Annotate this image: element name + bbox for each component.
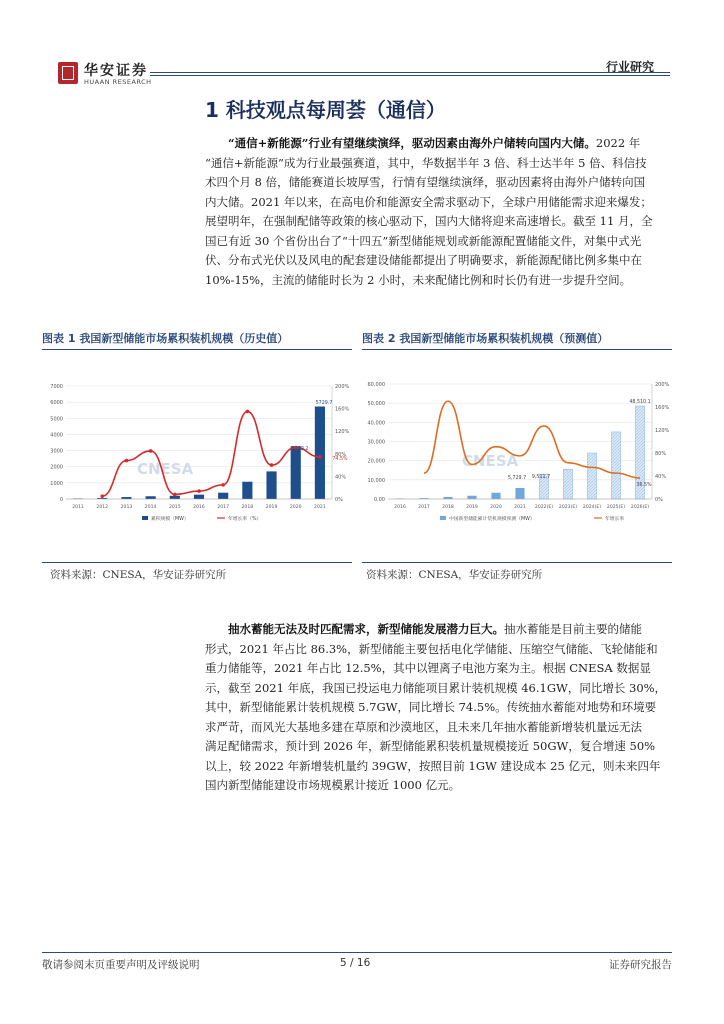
growth-point bbox=[270, 463, 274, 467]
data-label: 5729.7 bbox=[315, 401, 333, 406]
y-left-tick-label: 7000 bbox=[50, 384, 63, 390]
chart-2 bbox=[362, 376, 680, 536]
y-left-tick-label: 6000 bbox=[50, 400, 63, 407]
paragraph-2-line: 重力储能等，2021 年占比 12.5%，其中以锂离子电池方案为主。根据 CNESA 数据显 bbox=[205, 661, 651, 675]
bar bbox=[611, 432, 620, 499]
figure-2-rule bbox=[362, 349, 672, 350]
y-left-tick-label: 50,000 bbox=[367, 401, 385, 408]
paragraph-2-line: 示，截至 2021 年底，我国已投运电力储能项目累计装机规模 46.1GW，同比增长 30%， bbox=[205, 680, 667, 695]
y-left-tick-label: 10,000 bbox=[367, 477, 385, 484]
paragraph-2-line: 国内新型储能建设市场规模累计接近 1000 亿元。 bbox=[205, 778, 461, 792]
y-right-tick-label: 0% bbox=[655, 497, 663, 503]
legend-label: 年增长率（%） bbox=[228, 517, 262, 522]
x-tick-label: 2011 bbox=[72, 505, 84, 510]
chart-2-watermark: CNESA bbox=[462, 452, 519, 470]
y-right-tick-label: 80% bbox=[655, 451, 667, 457]
x-tick-label: 2017 bbox=[217, 505, 230, 510]
paragraph-1-line: “通信+新能源”行业有望继续演绎，驱动因素由海外户储转向国内大储。2022 年 bbox=[228, 136, 641, 150]
x-tick-label: 2015 bbox=[168, 505, 181, 510]
paragraph-2-line: 以上，较 2022 年新增装机量约 39GW，按照目前 1GW 建设成本 25 亿元，则未来四年 bbox=[205, 758, 661, 773]
y-right-tick-label: 120% bbox=[655, 428, 670, 434]
paragraph-2-line: 满足配储需求，预计到 2026 年，新型储能累积装机量规模接近 50GW，复合增速 50% bbox=[205, 739, 656, 753]
bar bbox=[563, 469, 572, 499]
bar bbox=[266, 471, 276, 499]
growth-point bbox=[100, 494, 104, 498]
figure-1-source: 资料来源：CNESA，华安证券研究所 bbox=[50, 569, 227, 581]
paragraph-2-line: 求严苛，而风光大基地多建在草原和沙漠地区，且未来几年抽水蓄能新增装机量远无法 bbox=[205, 719, 642, 734]
x-tick-label: 2020 bbox=[490, 505, 502, 510]
x-tick-label: 2024(E) bbox=[582, 505, 602, 510]
x-tick-label: 2014 bbox=[144, 505, 157, 510]
bar bbox=[242, 482, 252, 499]
bar bbox=[587, 453, 596, 499]
header-divider-thin bbox=[150, 75, 670, 76]
y-right-tick-label: 200% bbox=[655, 382, 670, 388]
data-label: 5,729.7 bbox=[507, 476, 527, 481]
y-right-tick-label: 40% bbox=[335, 474, 347, 481]
bar bbox=[491, 493, 500, 499]
x-tick-label: 2016 bbox=[394, 505, 406, 510]
footer-disclaimer: 敬请参阅末页重要声明及评级说明 bbox=[42, 959, 200, 971]
paragraph-1-line: 10%-15%，主流的储能时长为 2 小时，未来配储比例和时长仍有进一步提升空间。 bbox=[205, 272, 632, 287]
footer-doc-type: 证券研究报告 bbox=[609, 959, 672, 971]
logo-english: HUAAN RESEARCH bbox=[84, 78, 152, 86]
paragraph-1-line: 国已有近 30 个省份出台了“十四五”新型储能规划或新能源配置储能文件，对集中式光 bbox=[205, 233, 642, 248]
x-tick-label: 2020 bbox=[289, 505, 302, 510]
x-tick-label: 2018 bbox=[241, 505, 254, 510]
growth-point bbox=[246, 410, 250, 414]
y-left-tick-label: 60,000 bbox=[367, 382, 385, 388]
paragraph-1-line: 展望明年，在强制配储等政策的核心驱动下，国内大储将迎来高速增长。截至 11 月，全 bbox=[205, 214, 653, 228]
legend-label: 年增长率 bbox=[605, 517, 625, 522]
legend-swatch-bar bbox=[440, 516, 446, 520]
chart-1-watermark: CNESA bbox=[137, 460, 194, 478]
x-tick-label: 2021 bbox=[514, 505, 526, 510]
y-left-tick-label: 4000 bbox=[50, 432, 63, 439]
paragraph-2-line: 形式，2021 年占比 86.3%，新型储能主要包括电化学储能、压缩空气储能、飞轮储能和 bbox=[205, 641, 658, 656]
figure-1-title: 图表 1 我国新型储能市场累积装机规模（历史值） bbox=[42, 332, 289, 345]
bar bbox=[467, 496, 476, 499]
growth-line bbox=[102, 411, 320, 496]
y-right-tick-label: 200% bbox=[335, 384, 350, 390]
logo-mark-icon bbox=[58, 62, 78, 84]
paragraph-1-line: 术四个月 8 倍，储能赛道长坡厚雪，行情有望继续演绎，驱动因素将由海外户储转向国 bbox=[205, 175, 646, 189]
data-label: 3269.2 bbox=[291, 447, 309, 452]
y-right-tick-label: 160% bbox=[335, 406, 350, 413]
bar bbox=[515, 488, 524, 499]
data-label: 74.5% bbox=[332, 457, 348, 462]
section-title: 1 科技观点每周荟（通信） bbox=[205, 98, 446, 122]
bar bbox=[315, 407, 325, 499]
bar bbox=[291, 446, 301, 499]
page-number: 5 / 16 bbox=[340, 957, 371, 969]
paragraph-1 bbox=[205, 134, 671, 290]
y-left-tick-label: 1000 bbox=[50, 480, 63, 487]
y-left-tick-label: 30,000 bbox=[367, 439, 385, 446]
x-tick-label: 2016 bbox=[193, 505, 205, 510]
figure-2-title: 图表 2 我国新型储能市场累积装机规模（预测值） bbox=[362, 332, 609, 345]
figure-2-source-rule bbox=[362, 562, 672, 563]
growth-point bbox=[149, 449, 153, 453]
bar bbox=[194, 495, 204, 499]
paragraph-1-lead: “通信+新能源”行业有望继续演绎，驱动因素由海外户储转向国内大储。 bbox=[228, 136, 596, 150]
y-left-tick-label: 3000 bbox=[50, 448, 63, 455]
bar bbox=[218, 493, 228, 499]
y-left-tick-label: 0.00 bbox=[373, 497, 385, 503]
data-label: 48,510.1 bbox=[629, 400, 651, 405]
y-left-tick-label: 0 bbox=[59, 497, 63, 503]
y-right-tick-label: 40% bbox=[655, 474, 667, 480]
growth-point bbox=[125, 459, 129, 463]
growth-point bbox=[221, 483, 225, 487]
growth-point bbox=[318, 455, 322, 459]
y-right-tick-label: 120% bbox=[335, 429, 350, 436]
x-tick-label: 2018 bbox=[442, 505, 454, 510]
growth-point bbox=[197, 489, 201, 493]
figure-1-source-rule bbox=[42, 562, 352, 563]
y-left-tick-label: 20,000 bbox=[367, 458, 385, 465]
header-divider bbox=[150, 72, 670, 73]
paragraph-2-line: 抽水蓄能无法及时匹配需求，新型储能发展潜力巨大。抽水蓄能是目前主要的储能 bbox=[228, 622, 642, 636]
paragraph-2-line: 其中，新型储能累计装机规模 5.7GW，同比增长 74.5%。传统抽水蓄能对地势和环境要 bbox=[205, 700, 657, 714]
x-tick-label: 2025(E) bbox=[606, 505, 626, 510]
paragraph-1-line: 伏、分布式光伏以及风电的配套建设储能都提出了明确要求，新能源配储比例多集中在 bbox=[205, 253, 642, 267]
footer-divider bbox=[42, 952, 672, 953]
figure-1-rule bbox=[42, 349, 352, 350]
x-tick-label: 2026(E) bbox=[630, 505, 650, 510]
data-label: 36.5% bbox=[636, 483, 652, 488]
bar bbox=[443, 497, 452, 499]
growth-line bbox=[424, 401, 640, 478]
paragraph-2-lead: 抽水蓄能无法及时匹配需求，新型储能发展潜力巨大。 bbox=[228, 622, 504, 636]
y-left-tick-label: 40,000 bbox=[367, 420, 385, 427]
x-tick-label: 2017 bbox=[418, 505, 430, 510]
chart-1 bbox=[42, 376, 360, 536]
figure-2-source: 资料来源：CNESA，华安证券研究所 bbox=[366, 569, 543, 581]
paragraph-1-line: “通信+新能源”成为行业最强赛道，其中，华数据半年 3 倍、科士达半年 5 倍、科信技 bbox=[205, 155, 647, 170]
x-tick-label: 2019 bbox=[265, 505, 278, 510]
x-tick-label: 2019 bbox=[466, 505, 478, 510]
legend-label: 累积规模（MW） bbox=[151, 517, 189, 522]
paragraph-2 bbox=[205, 620, 671, 796]
x-tick-label: 2022(E) bbox=[534, 505, 554, 510]
data-label: 9,511.7 bbox=[531, 475, 551, 480]
y-right-tick-label: 0% bbox=[335, 497, 343, 503]
x-tick-label: 2012 bbox=[96, 505, 109, 510]
paragraph-1-line: 内大储。2021 年以来，在高电价和能源安全需求驱动下，全球户用储能需求迎来爆发； bbox=[205, 194, 652, 209]
y-left-tick-label: 2000 bbox=[50, 464, 63, 471]
x-tick-label: 2023(E) bbox=[558, 505, 578, 510]
x-tick-label: 2013 bbox=[120, 505, 133, 510]
legend-label: 中国新型储能累计装机规模预测（MW） bbox=[449, 517, 535, 522]
logo-text: 华安证券 bbox=[84, 63, 148, 79]
report-category: 行业研究 bbox=[605, 60, 654, 74]
y-right-tick-label: 80% bbox=[335, 451, 347, 458]
x-tick-label: 2021 bbox=[314, 505, 326, 510]
y-left-tick-label: 5000 bbox=[50, 416, 63, 423]
y-right-tick-label: 160% bbox=[655, 405, 670, 411]
legend-swatch-bar bbox=[142, 516, 148, 520]
growth-point bbox=[173, 493, 177, 497]
bar bbox=[146, 496, 156, 499]
